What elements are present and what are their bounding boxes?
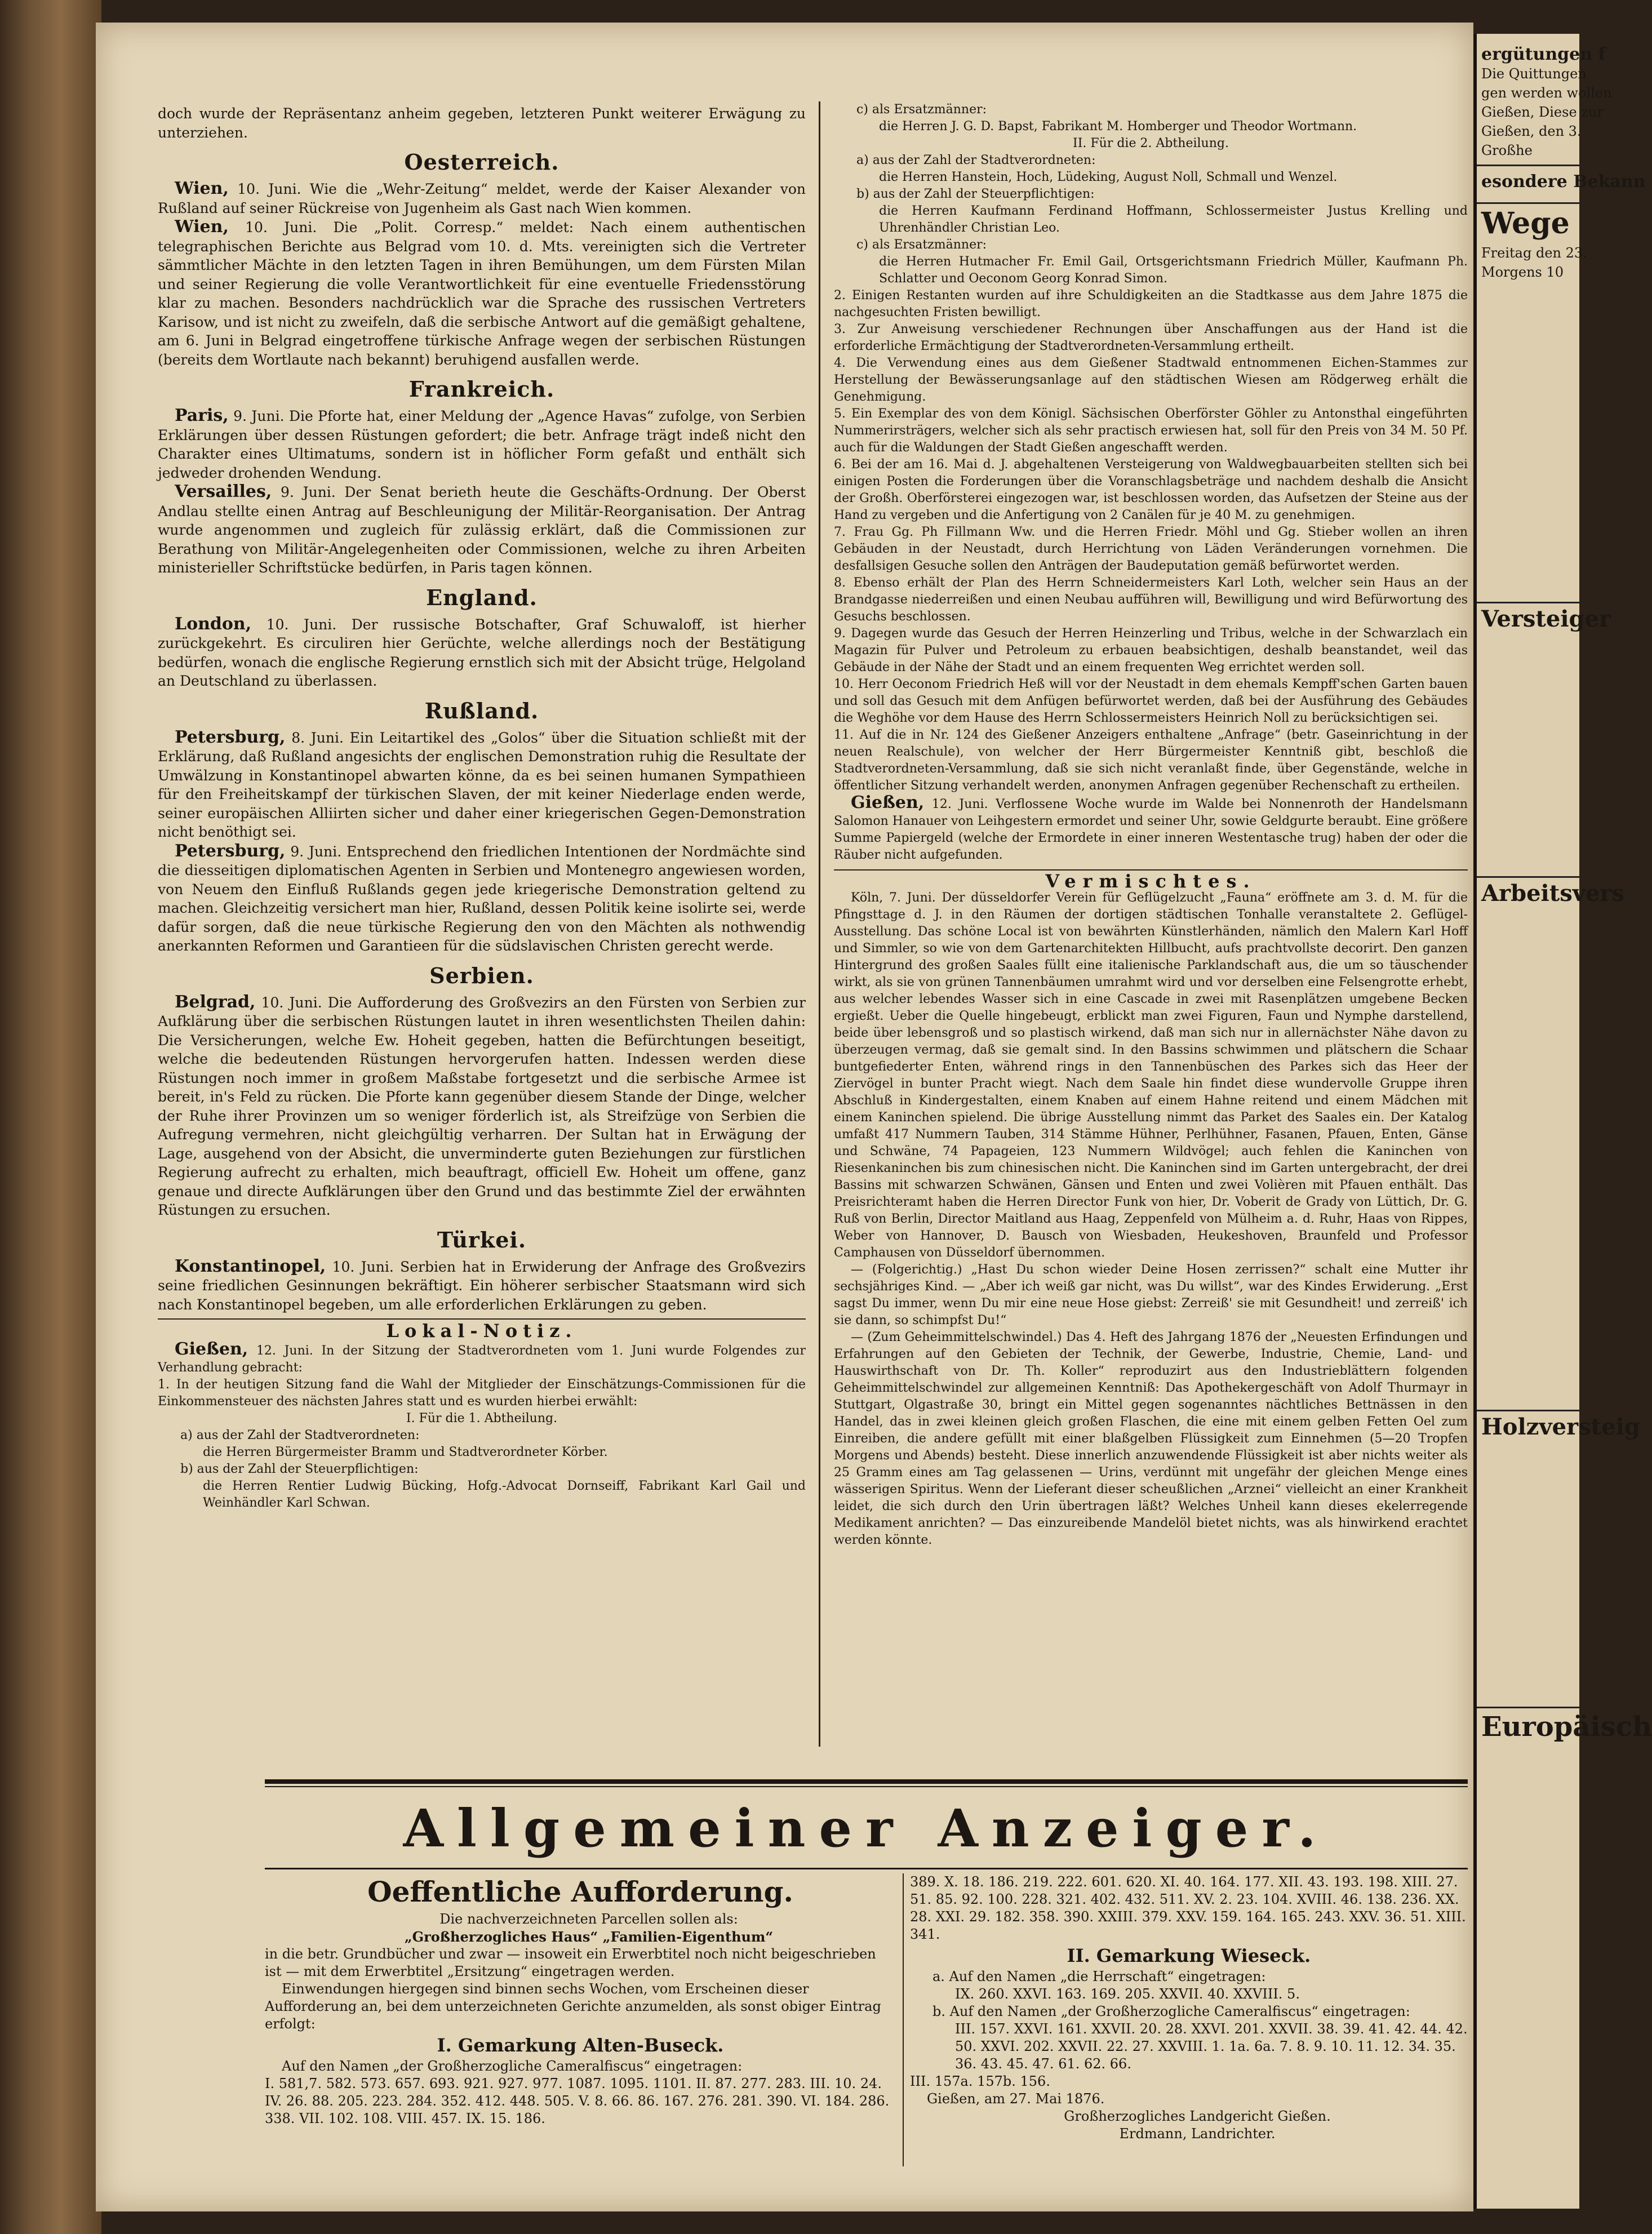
list-item: a) aus der Zahl der Stadtverordneten: <box>856 153 1096 167</box>
article-paragraph <box>158 728 806 842</box>
list-item: b) aus der Zahl der Steuerpflichtigen: <box>180 1462 419 1476</box>
list-item: 11. Auf die in Nr. 124 des Gießener Anzeigers enthaltene „Anfrage“ (betr. Gaseinrichtung in der neuen Realschule), von welcher der Herr Bürgermeister Kenntniß gibt, beschloß die Stadtverordneten-Versammlung, daß sie sich nicht veranlaßt finde, über Gegenstände, welche in öffentlicher Sitzung verhandelt werden, anonymen Anfragen gegenüber Rechenschaft zu ertheilen. <box>834 728 1468 793</box>
fragment-heading: Europäisch <box>1477 1707 1579 1746</box>
parcel-list: III. 157. XXVI. 161. XXVII. 20. 28. XXVI. 201. XXVII. 38. 39. 41. 42. 44. 42. 50. XXVI. 202. XXVII. 22. 27. XXVIII. 1. 1a. 6a. 7. 8. 9. 10. 11. 12. 34. 35. 36. 43. 45. 47. 61. 62. 66. <box>955 2021 1468 2072</box>
parcel-list: III. 157a. 157b. 156. <box>910 2073 1050 2089</box>
notice-text: Auf den Namen „der Großherzogliche Cameralfiscus“ eingetragen: <box>282 2058 743 2074</box>
dateline-city: Wien, <box>175 217 229 237</box>
left-column <box>158 104 806 1512</box>
article-text: 12. Juni. Verflossene Woche wurde im Walde bei Nonnenroth der Handelsmann Salomon Hanauer von Leihgestern ermordet und seiner Uhr, sowie Geldgurte beraubt. Eine größere Summe Papiergeld (welche der Ermordete in einer inneren Westentasche trug) haben der oder die Räuber nicht aufgefunden. <box>834 797 1468 862</box>
fragment-text: Die Quittungen <box>1481 66 1587 82</box>
fragment-text: ergütungen f <box>1481 45 1606 64</box>
list-item: c) als Ersatzmänner: <box>856 238 987 252</box>
list-item: die Herren J. G. D. Bapst, Fabrikant M. Homberger und Theodor Wortmann. <box>879 119 1357 134</box>
list-item: 9. Dagegen wurde das Gesuch der Herren Heinzerling und Tribus, welche in der Schwarzlach ein Magazin für Pulver und Petroleum zu erbauen beabsichtigen, deshalb beanstandet, weil das Gebäude in der Nähe der Stadt und an einem frequenten Weg errichtet werden soll. <box>834 627 1468 674</box>
article-text: 10. Juni. Die Aufforderung des Großvezirs an den Fürsten von Serbien zur Aufklärung über die serbischen Rüstungen lautet in ihren wesentlichsten Theilen dahin: Die Versicherungen, welche Ew. Hoheit gegeben, hatten die Befürchtungen beseitigt, welche die bedeutenden Rüstungen hervorgerufen hatten. Indessen werden diese Rüstungen noch immer in großem Maßstabe fortgesetzt und die serbische Armee ist bereit, in's Feld zu rücken. Die Pforte kann gegenüber diesem Stande der Dinge, welcher der Ruhe ihrer Provinzen um so weniger förderlich ist, als Streifzüge von Serbien die Aufregung vermehren, nicht gleichgültig verharren. Der Sultan hat in Erwägung der Lage, ausgehend von der Absicht, die unverminderte guten Beziehungen zur fürstlichen Regierung aufrecht zu erhalten, mich beauftragt, officiell Ew. Hoheit um offene, ganz genaue und directe Aufklärungen über den Grund und das bestimmte Ziel der erwähnten Rüstungen zu ersuchen. <box>158 994 806 1218</box>
fragment-text: Freitag den 23. <box>1481 245 1587 261</box>
list-item: die Herren Hanstein, Hoch, Lüdeking, August Noll, Schmall und Wenzel. <box>879 170 1338 184</box>
dateline-city: Gießen, <box>851 793 925 812</box>
list-item: II. Für die 2. Abtheilung. <box>1073 136 1229 150</box>
fragment-heading: esondere Bekann <box>1477 165 1579 198</box>
thin-rule <box>265 1868 1468 1869</box>
right-column <box>834 101 1468 1549</box>
list-item: c) als Ersatzmänner: <box>856 103 987 117</box>
thin-rule <box>265 1786 1468 1787</box>
section-heading-serbien: Serbien. <box>429 962 534 988</box>
gemarkung-heading: I. Gemarkung Alten-Buseck. <box>437 2035 724 2056</box>
list-item: I. Für die 1. Abtheilung. <box>406 1411 558 1425</box>
notice-text: Die nachverzeichneten Parcellen sollen als: <box>439 1911 738 1927</box>
fragment-text: Gießen, Diese zur <box>1481 104 1604 120</box>
list-item: a) aus der Zahl der Stadtverordneten: <box>180 1428 420 1442</box>
list-item: 5. Ein Exemplar des von dem Königl. Sächsischen Oberförster Göhler zu Antonsthal eingeführten Nummerirsträgers, welcher sich als sehr practisch erwiesen hat, soll für den Preis von 34 M. 50 Pf. auch für die Waldungen der Stadt Gießen angeschafft werden. <box>834 407 1468 455</box>
article-paragraph: Köln, 7. Juni. Der düsseldorfer Verein für Geflügelzucht „Fauna“ eröffnete am 3. d. M. für die Pfingsttage d. J. in den Räumen der dortigen städtischen Tonhalle veranstaltete 2. Geflügel-Ausstellung. Das schöne Local ist von bewährten Künstlerhänden, nämlich den Malern Karl Hoff und Simmler, so wie von dem Gartenarchitekten Hillbucht, aufs prachtvollste decorirt. Den ganzen Hintergrund des großen Saales füllt eine italienische Parklandschaft aus, die um so täuschender wirkt, als sie von grünen Tannenbäumen umrahmt wird und vor derselben eine Felsengrotte erhebt, aus welcher lebendes Wasser sich in eine Cascade in zwei mit Rasenplätzen umgebene Becken ergießt. Ueber die Quelle hingebeugt, erblickt man zwei Figuren, Faun und Nymphe darstellend, beide über lebensgroß und so plastisch wirkend, daß man sich nur in allernächster Nähe davon zu überzeugen vermag, daß sie gemalt sind. In den Bassins schwimmen und plätschern die Schaar buntgefiederter Enten, während rings in den Tannenbüschen des Parkes sich das Heer der Ziervögel in bunter Pracht wiegt. Nach dem Saale hin findet diese wundervolle Gruppe ihren Abschluß in Kindergestalten, einem Knaben auf einem Hahne reitend und einem Mädchen mit einem Kaninchen spielend. Die übrige Ausstellung nimmt das Parket des Saales ein. Der Katalog umfaßt 417 Nummern Tauben, 314 Stämme Hühner, Perlhühner, Fasanen, Pfauen, Enten, Gänse und Schwäne, 74 Papageien, 123 Nummern Wildvögel; auch fehlen die Kaninchen von Riesenkaninchen bis zum chinesischen nicht. Die Kaninchen sind im Garten untergebracht, der drei Bassins mit schwarzen Schwänen, Gänsen und Enten und zwei Volièren mit Pfauen enthält. Das Preisrichteramt haben die Herren Director Funk von hier, Dr. Voberit de Grady von Lüttich, Dr. G. Ruß von Berlin, Director Maitland aus Haag, Zeppenfeld von Mülheim a. d. Ruhr, Haas von Rippes, Weber von Hannover, D. Bausch von Wiesbaden, Heukeshoven, Braunfeld und Professor Camphausen von Düsseldorf übernommen. <box>834 891 1468 1260</box>
dateline-city: Wien, <box>175 179 229 198</box>
parcel-list: IX. 260. XXVI. 163. 169. 205. XXVII. 40. XXVIII. 5. <box>955 1986 1300 2002</box>
article-paragraph: — (Folgerichtig.) „Hast Du schon wieder Deine Hosen zerrissen?“ schalt eine Mutter ihr sechsjähriges Kind. — „Aber ich weiß gar nicht, was Du willst“, war des Kindes Erwiderung. „Erst sagst Du immer, wenn Du mir eine neue Hose giebst: Zerreiß' sie mit Gesundheit! und zerreiß' ich sie dann, so schimpfst Du!“ <box>834 1263 1468 1327</box>
dateline-city: Petersburg, <box>175 841 286 861</box>
dateline-city: Versailles, <box>175 482 272 501</box>
dateline-city: Belgrad, <box>175 992 256 1012</box>
article-text: 10. Juni. Wie die „Wehr-Zeitung“ meldet, werde der Kaiser Alexander von Rußland auf seiner Rückreise von Jugenheim als Gast nach Wien kommen. <box>158 181 806 216</box>
article-paragraph <box>158 993 806 1220</box>
gemarkung-heading: II. Gemarkung Wieseck. <box>1067 1945 1311 1966</box>
book-spine <box>0 0 101 2234</box>
section-heading-england: England. <box>426 584 538 610</box>
notice-text: in die betr. Grundbücher und zwar — insoweit ein Erwerbtitel noch nicht beigeschrieben ist — mit dem Erwerbtitel „Ersitzung“ eingetragen werden. <box>265 1946 876 1979</box>
intro-text: doch wurde der Repräsentanz anheim gegeben, letzteren Punkt weiterer Erwägung zu unterziehen. <box>158 105 806 141</box>
newspaper-page <box>96 23 1473 2211</box>
article-text: 10. Juni. Serbien hat in Erwiderung der Anfrage des Großvezirs seine friedlichen Gesinnungen bekräftigt. Ein höherer serbischer Staatsmann wird sich nach Konstantinopel begeben, um alle erforderlichen Erklärungen zu geben. <box>158 1258 806 1313</box>
notice-text: a. Auf den Namen „die Herrschaft“ eingetragen: <box>932 1969 1266 1984</box>
section-heading-russland: Rußland. <box>424 698 539 723</box>
section-heading-tuerkei: Türkei. <box>437 1227 527 1253</box>
list-item: 7. Frau Gg. Ph Fillmann Ww. und die Herren Friedr. Möhl und Gg. Stieber wollen an ihren Gebäuden in der Neustadt, durch Herrichtung von Läden Veränderungen vornehmen. Die desfallsigen Gesuche sollen den Anträgen der Baudeputation gemäß befürwortet werden. <box>834 525 1468 573</box>
dateline-city: Petersburg, <box>175 727 286 747</box>
dateline-city: Gießen, <box>175 1339 248 1359</box>
list-item: die Herren Bürgermeister Bramm und Stadtverordneter Körber. <box>203 1445 608 1459</box>
list-item: 2. Einigen Restanten wurden auf ihre Schuldigkeiten an die Stadtkasse aus dem Jahre 1875 die nachgesuchten Fristen bewilligt. <box>834 288 1468 319</box>
list-item: 3. Zur Anweisung verschiedener Rechnungen über Anschaffungen aus der Hand ist die erforderliche Ermächtigung der Stadtverordneten-Versammlung ertheilt. <box>834 322 1468 353</box>
notice-left <box>265 1873 896 2128</box>
article-paragraph <box>158 1341 806 1376</box>
parcel-list: I. 581,7. 582. 573. 657. 693. 921. 927. 977. 1087. 1095. 1101. II. 87. 277. 283. III. 10. 24. IV. 26. 88. 205. 223. 284. 352. 412. 448. 505. V. 8. 66. 86. 167. 276. 281. 390. VI. 184. 286. 338. VII. 102. 108. VIII. 457. IX. 15. 186. <box>265 2076 890 2126</box>
adjacent-page-edge <box>1473 34 1652 2209</box>
section-heading-vermischtes: Vermischtes. <box>834 869 1468 890</box>
section-heading-frankreich: Frankreich. <box>408 376 555 402</box>
article-text: 10. Juni. Der russische Botschafter, Graf Schuwaloff, ist hierher zurückgekehrt. Es circuliren hier Gerüchte, welche allerdings noch der Bestätigung bedürfen, wonach die englische Regierung ernstlich sich mit der Absicht trüge, Helgoland an Deutschland zu überlassen. <box>158 616 806 689</box>
dateline-city: London, <box>175 614 252 634</box>
notice-text: Einwendungen hiergegen sind binnen sechs Wochen, vom Erscheinen dieser Aufforderung an, bei dem unterzeichneten Gerichte anzumelden, als sonst obiger Eintrag erfolgt: <box>265 1981 881 2032</box>
list-item: 10. Herr Oeconom Friedrich Heß will vor der Neustadt in dem ehemals Kempff'schen Garten bauen und soll das Gesuch mit dem Anfügen befürwortet werden, daß bei der Ausführung des Gebäudes die Weghöhe vor dem Hause des Herrn Schlossermeisters Heinrich Noll zu berücksichtigen sei. <box>834 677 1468 725</box>
column-divider <box>819 101 820 1747</box>
fragment-text: Morgens 10 <box>1481 264 1564 280</box>
dateline-city: Paris, <box>175 406 229 425</box>
fragment-heading: Versteiger <box>1477 602 1579 635</box>
article-text: 12. Juni. In der Sitzung der Stadtverordneten vom 1. Juni wurde Folgendes zur Verhandlung gebracht: <box>158 1343 806 1375</box>
fragment-heading: Arbeitsvers <box>1477 876 1579 909</box>
article-paragraph <box>158 217 806 369</box>
article-text: 9. Juni. Entsprechend den friedlichen Intentionen der Nordmächte sind die diesseitigen diplomatischen Agenten in Serbien und Montenegro angewiesen worden, von Neuem den Einfluß Rußlands gegen jede kriegerische Demonstration geltend zu machen. Gleichzeitig versichert man hier, Rußland, dessen Politik keine isolirte sei, werde dafür sorgen, daß die neue türkische Regierung den von den Mächten als nothwendig anerkannten Reformen und Garantieen für die südslavischen Christen gerecht werde. <box>158 843 806 954</box>
list-item: b) aus der Zahl der Steuerpflichtigen: <box>856 187 1095 201</box>
fragment-heading: Wege <box>1477 202 1579 243</box>
parcel-list: 389. X. 18. 186. 219. 222. 601. 620. XI. 40. 164. 177. XII. 43. 193. 198. XIII. 27. 51. 85. 92. 100. 228. 321. 402. 432. 511. XV. 2. 23. 104. XVIII. 46. 138. 236. XX. 28. XXI. 29. 182. 358. 390. XXIII. 379. XXV. 159. 164. 165. 243. XXV. 36. 51. XIII. 341. <box>910 1874 1466 1942</box>
notice-authority: Großherzogliches Landgericht Gießen. <box>1064 2108 1331 2124</box>
section-heading-oesterreich: Oesterreich. <box>404 149 559 175</box>
notice-heading: Oeffentliche Aufforderung. <box>367 1875 793 1908</box>
list-item: 4. Die Verwendung eines aus dem Gießener Stadtwald entnommenen Eichen-Stammes zur Herstellung der Bewässerungsanlage auf den städtischen Wiesen am Rödgerweg erhält die Genehmigung. <box>834 356 1468 404</box>
column-divider <box>903 1873 904 2166</box>
notice-date: Gießen, am 27. Mai 1876. <box>927 2091 1105 2107</box>
article-paragraph <box>158 406 806 482</box>
article-text: 8. Juni. Ein Leitartikel des „Golos“ über die Situation schließt mit der Erklärung, daß Rußland angesichts der englischen Demonstration ruhig die Resultate der Umwälzung in Konstantinopel abwarten könne, da es bei seinen humanen Sympathieen für den Freiheitskampf der türkischen Slaven, der mit keiner Niederlage enden werde, seiner europäischen Alliirten sicher und daher einer kriegerischen Gegen-Demonstration nicht benöthigt sei. <box>158 729 806 840</box>
article-text: 9. Juni. Der Senat berieth heute die Geschäfts-Ordnung. Der Oberst Andlau stellte einen Antrag auf Beschleunigung der Militär-Reorganisation. Der Antrag wurde angenommen und zugleich für zulässig erklärt, daß die Commissionen zur Berathung von Militär-Angelegenheiten oder Commissionen, welche zu ihren Arbeiten ministerieller Schriftstücke bedürfen, in Paris tagen können. <box>158 484 806 576</box>
article-paragraph <box>158 615 806 691</box>
heavy-rule <box>265 1779 1468 1784</box>
fragment-text: Großhe <box>1481 143 1533 158</box>
article-paragraph <box>158 482 806 578</box>
dateline-city: Konstantinopel, <box>175 1256 326 1276</box>
section-heading-lokal-notiz: Lokal-Notiz. <box>158 1318 806 1341</box>
article-paragraph <box>158 179 806 217</box>
notice-text: „Großherzogliches Haus“ „Familien-Eigenthum“ <box>404 1929 774 1945</box>
notice-text: b. Auf den Namen „der Großherzogliche Cameralfiscus“ eingetragen: <box>932 2004 1410 2019</box>
list-item: 6. Bei der am 16. Mai d. J. abgehaltenen Versteigerung von Waldwegbauarbeiten stellten sich bei einigen Posten die Forderungen über die Voranschlagsbeträge und nachdem deshalb die Ansicht der Großh. Oberförsterei eingezogen war, ist beschlossen worden, das Aufsetzen der Steine aus der Hand zu vergeben und die Anfertigung von 2 Canälen für je 40 M. zu genehmigen. <box>834 458 1468 522</box>
list-item: 8. Ebenso erhält der Plan des Herrn Schneidermeisters Karl Loth, welcher sein Haus an der Brandgasse niederreißen und einen Neubau aufführen will, Bewilligung und wird Befürwortung des Gesuchs beschlossen. <box>834 576 1468 624</box>
anzeiger-title: Allgemeiner Anzeiger. <box>403 1798 1330 1859</box>
notice-right <box>910 1873 1468 2143</box>
list-item: die Herren Hutmacher Fr. Emil Gail, Ortsgerichtsmann Friedrich Müller, Kaufmann Ph. Schlatter und Oeconom Georg Konrad Simon. <box>879 255 1468 286</box>
fragment-text: gen werden wollen <box>1481 85 1612 101</box>
article-paragraph: — (Zum Geheimmittelschwindel.) Das 4. Heft des Jahrgang 1876 der „Neuesten Erfindungen und Erfahrungen auf den Gebieten der Technik, der Gewerbe, Industrie, Chemie, Land- und Hauswirthschaft von Dr. Th. Koller“ reproduzirt aus den Industrieblättern folgenden Geheimmittelschwindel zur allgemeinen Kenntniß: Das Apothekergeschäft von Adolf Thurmayr in Stuttgart, Olgastraße 30, bringt ein Mittel gegen sogenanntes nächtliches Bettnässen in den Handel, das in zwei kleinen gleich großen Flaschen, die eine mit einem gelben Fetten Oel zum Einreiben, die andere gefüllt mit einer blaßgelben Flüssigkeit zum Einnehmen (5—20 Tropfen Morgens und Abends) besteht. Diese innerlich anzuwendende Flüssigkeit ist aber nichts weiter als 25 Gramm eines am Tag gelassenen — Urins, verdünnt mit ungefähr der gleichen Menge eines wässerigen Spiritus. Wenn der Lieferant dieser scheußlichen „Arznei“ vielleicht an einer Krankheit leidet, die sich durch den Urin übertragen läßt? Welches Unheil kann dieses ekelerregende Medikament anrichten? — Das einzureibende Mandelöl bietet nichts, was als hinwirkend erachtet werden könnte. <box>834 1330 1468 1547</box>
list-item: die Herren Kaufmann Ferdinand Hoffmann, Schlossermeister Justus Krelling und Uhrenhändler Christian Leo. <box>879 204 1468 235</box>
article-paragraph <box>158 1257 806 1314</box>
fragment-text: Gießen, den 3. <box>1481 123 1582 139</box>
fragment-heading: Holzversteig <box>1477 1410 1579 1443</box>
article-text: 9. Juni. Die Pforte hat, einer Meldung der „Agence Havas“ zufolge, von Serbien Erklärungen über dessen Rüstungen gefordert; die betr. Anfrage trägt indeß nicht den Charakter eines Ultimatums, sondern ist in höflicher Form gefaßt und enthält sich jedweder drohenden Wendung. <box>158 408 806 481</box>
list-item: 1. In der heutigen Sitzung fand die Wahl der Mitglieder der Einschätzungs-Commissionen für die Einkommensteuer des nächsten Jahres statt und es wurden hierbei erwählt: <box>158 1377 806 1409</box>
article-paragraph <box>834 794 1468 864</box>
notice-signature: Erdmann, Landrichter. <box>1119 2126 1276 2142</box>
article-paragraph <box>158 842 806 956</box>
list-item: die Herren Rentier Ludwig Bücking, Hofg.-Advocat Dornseiff, Fabrikant Karl Gail und Weinhändler Karl Schwan. <box>203 1478 806 1510</box>
article-text: 10. Juni. Die „Polit. Corresp.“ meldet: Nach einem authentischen telegraphischen Berichte aus Belgrad vom 10. d. Mts. vereinigten sich die Vertreter sämmtlicher Mächte in den letzten Tagen in ihren Bemühungen, um dem Fürsten Milan und seiner Regierung die volle Verantwortlichkeit für eine eventuelle Friedensstörung klar zu machen. Besonders nachdrücklich war die Sprache des russischen Vertreters Karisow, und ist nicht zu zweifeln, daß die serbische Antwort auf die gemäßigt gehaltene, am 6. Juni in Belgrad eingetroffene türkische Anfrage wegen der serbischen Rüstungen (bereits dem Wortlaute nach bekannt) beruhigend ausfallen werde. <box>158 219 806 368</box>
